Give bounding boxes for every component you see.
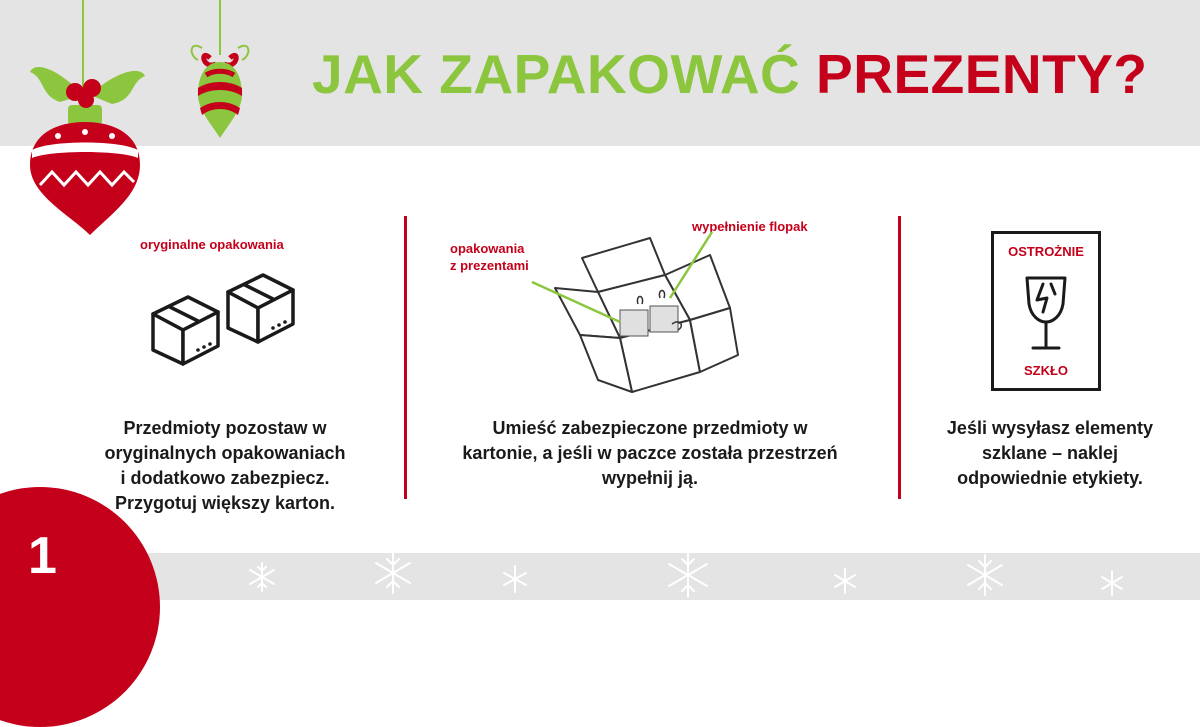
gift-packages-label (450, 240, 529, 274)
gift-packages-label-line: z prezentami (450, 258, 529, 273)
two-boxes-icon (148, 272, 318, 362)
column-1-line: i dodatkowo zabezpiecz. (120, 468, 330, 488)
fragile-label (991, 231, 1101, 391)
title-green-part: JAK ZAPAKOWAĆ (312, 43, 801, 105)
column-divider-1 (404, 216, 407, 499)
open-box-icon (520, 220, 820, 410)
column-1-line: Przygotuj większy karton. (114, 493, 336, 513)
ornament-large-icon (0, 0, 150, 240)
ornament-small-icon (180, 0, 260, 140)
column-3-line: odpowiednie etykiety. (957, 468, 1143, 488)
column-2-line: wypełnij ją. (601, 468, 699, 488)
fragile-glass-icon (1021, 274, 1071, 354)
flopak-filler-label: wypełnienie flopak (692, 219, 808, 234)
column-2-line: kartonie, a jeśli w paczce została przestrzeń (462, 443, 838, 463)
column-3-description (910, 416, 1190, 491)
original-packaging-label: oryginalne opakowania (140, 237, 284, 252)
fragile-label-top: OSTROŻNIE (1008, 244, 1084, 259)
fragile-label-bottom: SZKŁO (1023, 363, 1069, 378)
column-2-line: Umieść zabezpieczone przedmioty w (492, 418, 808, 438)
page-title (312, 34, 1148, 114)
column-1-line: oryginalnych opakowaniach (104, 443, 346, 463)
column-1-line: Przedmioty pozostaw w (123, 418, 327, 438)
gift-packages-label-line: opakowania (450, 241, 525, 256)
column-3-line: Jeśli wysyłasz elementy (946, 418, 1154, 438)
column-divider-2 (898, 216, 901, 499)
title-red-part: PREZENTY? (816, 43, 1148, 105)
snowflakes-decoration (0, 553, 1200, 600)
column-3-line: szklane – naklej (981, 443, 1119, 463)
column-1-description (60, 416, 390, 516)
step-badge (0, 487, 160, 727)
step-number: 1 (28, 527, 57, 585)
column-2-description (420, 416, 880, 491)
